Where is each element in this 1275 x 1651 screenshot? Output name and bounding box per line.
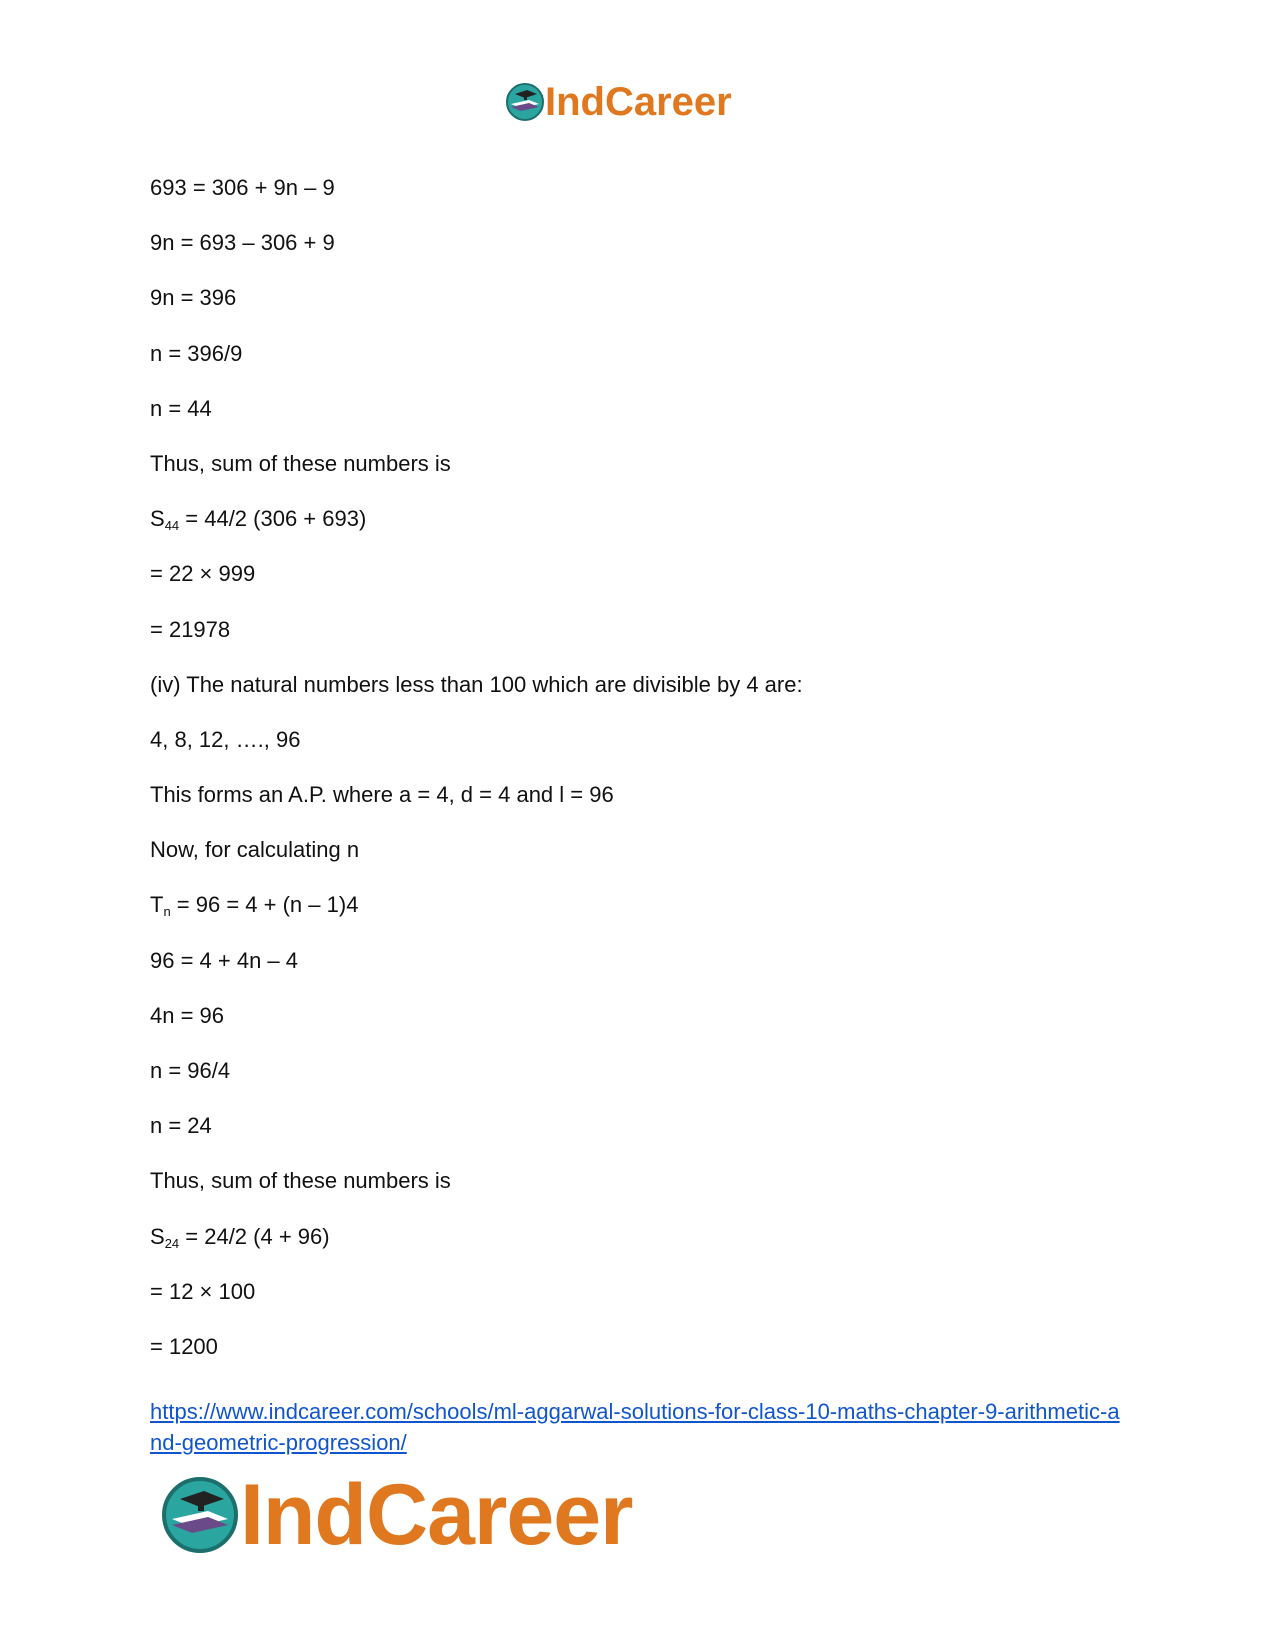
solution-text [150, 174, 1130, 1388]
globe-book-icon [505, 82, 545, 122]
text-line: This forms an A.P. where a = 4, d = 4 and l = 96 [150, 782, 614, 808]
text-line [150, 891, 1130, 919]
symbol: S [150, 506, 165, 532]
text-line: 693 = 306 + 9n – 9 [150, 175, 335, 200]
text-line: Now, for calculating n [150, 837, 360, 863]
text-line: = 22 × 999 [150, 561, 256, 587]
text-line: n = 24 [150, 1113, 212, 1139]
text-line: = 1200 [150, 1333, 218, 1359]
text-line: = 12 × 100 [150, 1278, 256, 1304]
source-link[interactable]: https://www.indcareer.com/schools/ml-aggarwal-solutions-for-class-10-maths-chapter-9-arithmetic-and-geometric-progression/ [150, 1399, 1120, 1455]
header-logo[interactable] [505, 80, 732, 124]
subscript: 24 [164, 1235, 180, 1251]
text-line [150, 1223, 1130, 1251]
text-line: Thus, sum of these numbers is [150, 450, 451, 476]
text-line: n = 96/4 [150, 1058, 231, 1083]
text-line: (iv) The natural numbers less than 100 which are divisible by 4 are: [150, 671, 803, 697]
text-line: 4, 8, 12, …., 96 [150, 726, 301, 752]
globe-book-icon [160, 1475, 240, 1555]
subscript: 44 [164, 518, 180, 534]
text-line: 9n = 396 [150, 285, 237, 311]
text-line [150, 505, 1130, 533]
text-line: n = 396/9 [150, 340, 243, 366]
text-line: Thus, sum of these numbers is [150, 1168, 451, 1194]
text-line: 96 = 4 + 4n – 4 [150, 947, 299, 973]
symbol: T [150, 892, 164, 918]
expression: = 44/2 (306 + 693) [179, 506, 367, 532]
text-line: n = 44 [150, 395, 212, 421]
expression: = 96 = 4 + (n – 1)4 [170, 892, 359, 918]
expression: = 24/2 (4 + 96) [179, 1223, 330, 1249]
text-line: = 21978 [150, 616, 231, 642]
subscript: n [163, 904, 171, 920]
footer-brand-text: IndCareer [240, 1467, 633, 1563]
header-brand-text: IndCareer [545, 80, 732, 124]
footer-logo[interactable] [160, 1467, 633, 1563]
text-line: 4n = 96 [150, 1002, 225, 1028]
symbol: S [150, 1223, 165, 1249]
text-line: 9n = 693 – 306 + 9 [150, 230, 335, 256]
